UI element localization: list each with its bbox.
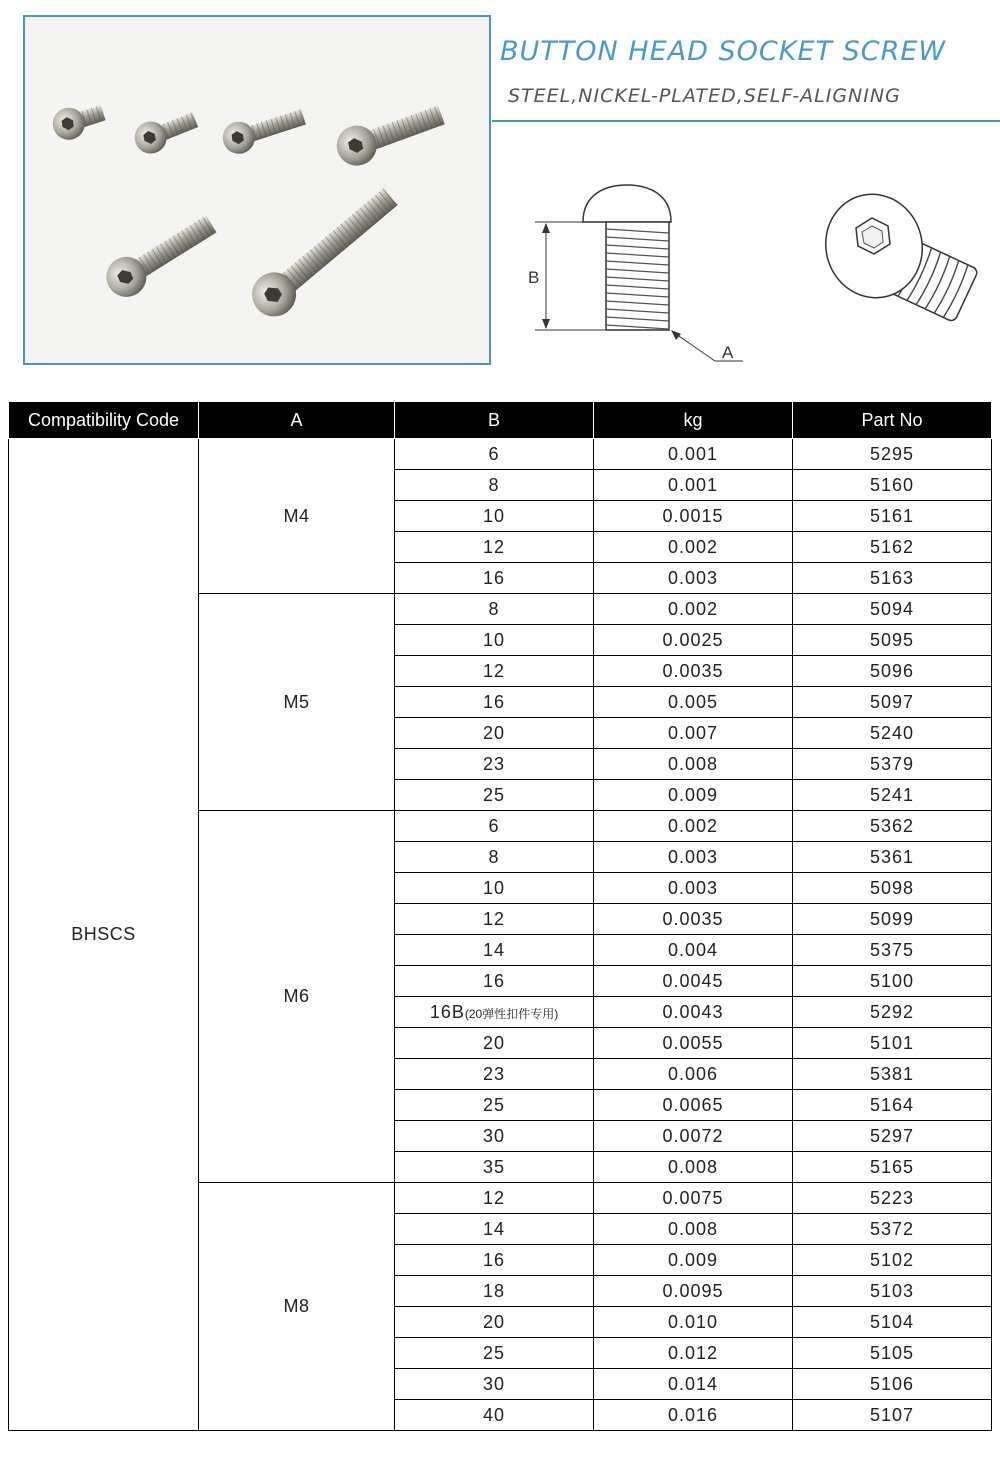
screw-render-illustration — [818, 180, 988, 334]
b-length-value: 14 — [482, 939, 506, 960]
b-length-value: 23 — [482, 753, 506, 774]
cell-weight-kg: 0.0035 — [594, 904, 793, 935]
b-length-value: 16 — [482, 691, 506, 712]
cell-weight-kg: 0.004 — [594, 935, 793, 966]
cell-part-no: 5104 — [793, 1307, 992, 1338]
cell-part-no: 5162 — [793, 532, 992, 563]
cell-weight-kg: 0.002 — [594, 594, 793, 625]
cell-part-no: 5361 — [793, 842, 992, 873]
cell-b-length — [395, 1307, 594, 1338]
cell-weight-kg: 0.016 — [594, 1400, 793, 1431]
b-length-value: 30 — [482, 1373, 506, 1394]
cell-weight-kg: 0.0035 — [594, 656, 793, 687]
product-photo — [23, 15, 491, 365]
cell-b-length — [395, 1338, 594, 1369]
cell-b-length — [395, 904, 594, 935]
b-length-value: 10 — [482, 505, 506, 526]
cell-b-length — [395, 1369, 594, 1400]
cell-part-no: 5165 — [793, 1152, 992, 1183]
cell-weight-kg: 0.0015 — [594, 501, 793, 532]
b-length-value: 40 — [482, 1404, 506, 1425]
b-length-value: 8 — [488, 474, 500, 495]
screws-photo-illustration — [25, 17, 489, 363]
cell-a-size: M6 — [199, 811, 395, 1183]
cell-weight-kg: 0.005 — [594, 687, 793, 718]
title-divider — [492, 120, 1000, 122]
cell-b-length — [395, 780, 594, 811]
cell-b-length — [395, 749, 594, 780]
cell-part-no: 5102 — [793, 1245, 992, 1276]
cell-b-length — [395, 1090, 594, 1121]
b-length-value: 8 — [488, 846, 500, 867]
cell-part-no: 5106 — [793, 1369, 992, 1400]
cell-weight-kg: 0.014 — [594, 1369, 793, 1400]
cell-b-length — [395, 687, 594, 718]
cell-b-length — [395, 1276, 594, 1307]
cell-weight-kg: 0.010 — [594, 1307, 793, 1338]
b-length-value: 23 — [482, 1063, 506, 1084]
cell-weight-kg: 0.003 — [594, 563, 793, 594]
cell-weight-kg: 0.007 — [594, 718, 793, 749]
b-length-value: 16 — [482, 567, 506, 588]
cell-weight-kg: 0.012 — [594, 1338, 793, 1369]
b-length-value: 10 — [482, 877, 506, 898]
cell-b-length — [395, 439, 594, 470]
cell-part-no: 5161 — [793, 501, 992, 532]
cell-part-no: 5163 — [793, 563, 992, 594]
page-title: BUTTON HEAD SOCKET SCREW — [500, 36, 947, 67]
b-length-value: 8 — [488, 598, 500, 619]
cell-part-no: 5098 — [793, 873, 992, 904]
cell-part-no: 5097 — [793, 687, 992, 718]
cell-weight-kg: 0.0072 — [594, 1121, 793, 1152]
cell-weight-kg: 0.001 — [594, 470, 793, 501]
cell-weight-kg: 0.0055 — [594, 1028, 793, 1059]
b-length-value: 12 — [482, 660, 506, 681]
cell-part-no: 5379 — [793, 749, 992, 780]
cell-b-length — [395, 997, 594, 1028]
cell-weight-kg: 0.001 — [594, 439, 793, 470]
cell-part-no: 5100 — [793, 966, 992, 997]
table-header-row — [9, 402, 992, 439]
cell-b-length — [395, 532, 594, 563]
cell-b-length — [395, 563, 594, 594]
dimension-b-label: B — [528, 268, 540, 287]
b-length-value: 12 — [482, 536, 506, 557]
cell-compatibility-code: BHSCS — [9, 439, 199, 1431]
col-header-compatibility-code: Compatibility Code — [9, 402, 199, 439]
cell-part-no: 5095 — [793, 625, 992, 656]
b-length-value: 12 — [482, 908, 506, 929]
b-length-note: (20弹性扣件专用) — [464, 1006, 559, 1021]
col-header-a: A — [199, 402, 395, 439]
b-length-value: 25 — [482, 784, 506, 805]
cell-b-length — [395, 1183, 594, 1214]
cell-b-length — [395, 1152, 594, 1183]
cell-b-length — [395, 625, 594, 656]
cell-weight-kg: 0.008 — [594, 1152, 793, 1183]
cell-b-length — [395, 873, 594, 904]
cell-b-length — [395, 718, 594, 749]
cell-weight-kg: 0.008 — [594, 749, 793, 780]
cell-weight-kg: 0.002 — [594, 811, 793, 842]
table-row — [9, 439, 992, 470]
cell-weight-kg: 0.008 — [594, 1214, 793, 1245]
cell-part-no: 5101 — [793, 1028, 992, 1059]
cell-part-no: 5096 — [793, 656, 992, 687]
b-length-value: 10 — [482, 629, 506, 650]
b-length-value: 16 — [482, 1249, 506, 1270]
cell-part-no: 5372 — [793, 1214, 992, 1245]
cell-part-no: 5375 — [793, 935, 992, 966]
cell-weight-kg: 0.0025 — [594, 625, 793, 656]
cell-part-no: 5164 — [793, 1090, 992, 1121]
b-length-value: 20 — [482, 722, 506, 743]
cell-b-length — [395, 501, 594, 532]
b-length-value: 14 — [482, 1218, 506, 1239]
cell-b-length — [395, 1400, 594, 1431]
cell-weight-kg: 0.003 — [594, 873, 793, 904]
cell-b-length — [395, 470, 594, 501]
b-length-value: 25 — [482, 1094, 506, 1115]
b-length-value: 18 — [482, 1280, 506, 1301]
cell-part-no: 5295 — [793, 439, 992, 470]
cell-part-no: 5297 — [793, 1121, 992, 1152]
cell-weight-kg: 0.002 — [594, 532, 793, 563]
cell-b-length — [395, 656, 594, 687]
cell-part-no: 5103 — [793, 1276, 992, 1307]
cell-weight-kg: 0.0095 — [594, 1276, 793, 1307]
cell-b-length — [395, 935, 594, 966]
cell-weight-kg: 0.009 — [594, 1245, 793, 1276]
dimension-a-label: A — [722, 343, 734, 362]
cell-weight-kg: 0.0065 — [594, 1090, 793, 1121]
cell-weight-kg: 0.0043 — [594, 997, 793, 1028]
cell-a-size: M5 — [199, 594, 395, 811]
cell-weight-kg: 0.0045 — [594, 966, 793, 997]
cell-b-length — [395, 594, 594, 625]
cell-b-length — [395, 1121, 594, 1152]
cell-part-no: 5292 — [793, 997, 992, 1028]
cell-a-size: M8 — [199, 1183, 395, 1431]
b-length-value: 20 — [482, 1311, 506, 1332]
cell-b-length — [395, 811, 594, 842]
b-length-value: 6 — [488, 443, 500, 464]
b-length-value: 6 — [488, 815, 500, 836]
cell-part-no: 5240 — [793, 718, 992, 749]
b-length-value: 12 — [482, 1187, 506, 1208]
cell-b-length — [395, 1245, 594, 1276]
cell-b-length — [395, 966, 594, 997]
cell-weight-kg: 0.006 — [594, 1059, 793, 1090]
cell-b-length — [395, 1214, 594, 1245]
b-length-value: 16B — [429, 1001, 465, 1022]
col-header-kg: kg — [594, 402, 793, 439]
cell-weight-kg: 0.0075 — [594, 1183, 793, 1214]
cell-part-no: 5223 — [793, 1183, 992, 1214]
cell-part-no: 5107 — [793, 1400, 992, 1431]
b-length-value: 25 — [482, 1342, 506, 1363]
cell-b-length — [395, 1059, 594, 1090]
cell-weight-kg: 0.009 — [594, 780, 793, 811]
cell-part-no: 5241 — [793, 780, 992, 811]
b-length-value: 30 — [482, 1125, 506, 1146]
cell-part-no: 5381 — [793, 1059, 992, 1090]
cell-part-no: 5160 — [793, 470, 992, 501]
dimension-diagram — [515, 175, 755, 379]
cell-weight-kg: 0.003 — [594, 842, 793, 873]
b-length-value: 16 — [482, 970, 506, 991]
b-length-value: 20 — [482, 1032, 506, 1053]
cell-part-no: 5099 — [793, 904, 992, 935]
col-header-b: B — [395, 402, 594, 439]
spec-table — [8, 401, 992, 1431]
cell-part-no: 5362 — [793, 811, 992, 842]
cell-b-length — [395, 1028, 594, 1059]
cell-a-size: M4 — [199, 439, 395, 594]
page-subtitle: STEEL,NICKEL-PLATED,SELF-ALIGNING — [508, 85, 901, 107]
col-header-part-no: Part No — [793, 402, 992, 439]
b-length-value: 35 — [482, 1156, 506, 1177]
cell-part-no: 5094 — [793, 594, 992, 625]
cell-b-length — [395, 842, 594, 873]
cell-part-no: 5105 — [793, 1338, 992, 1369]
